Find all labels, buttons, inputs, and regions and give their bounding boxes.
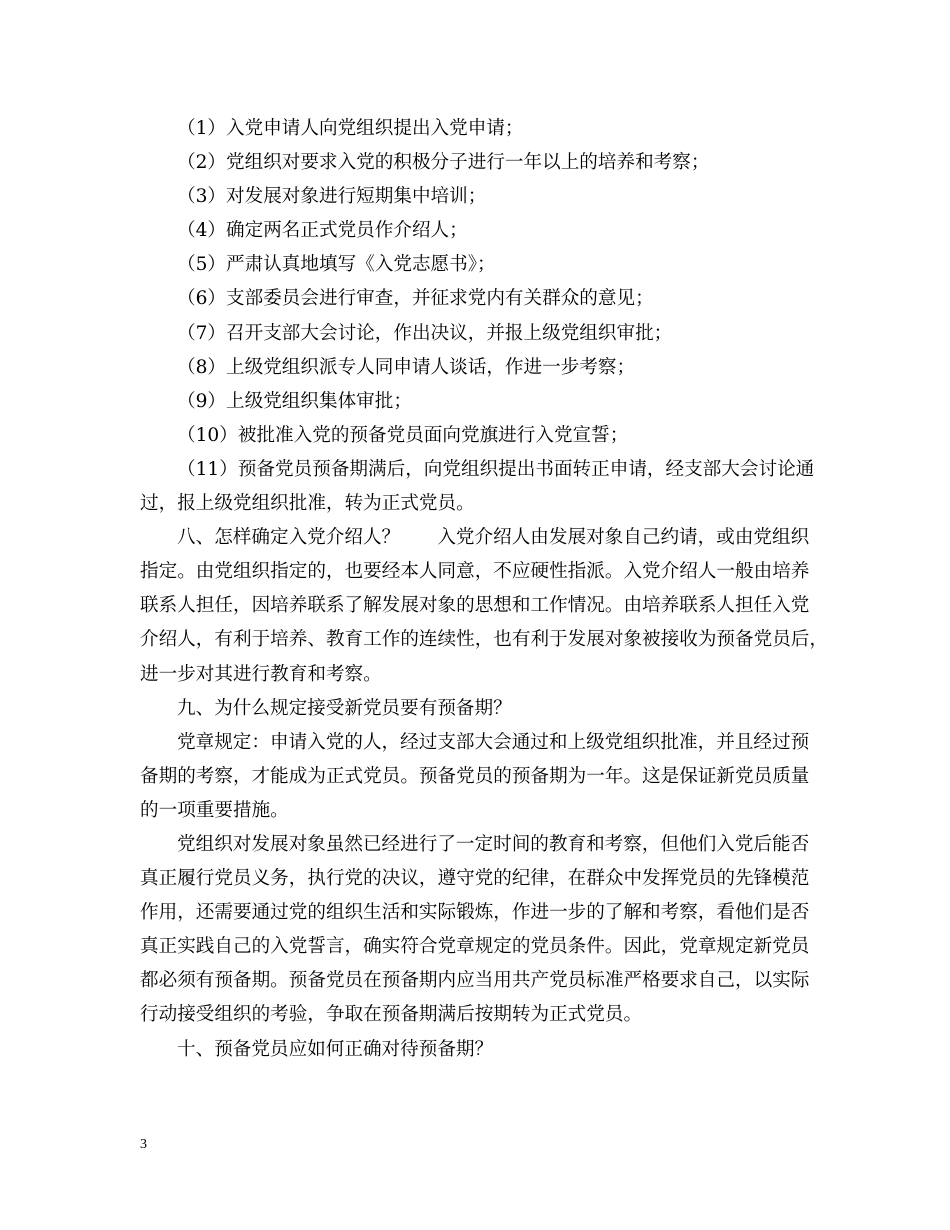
text-line: （11）预备党员预备期满后，向党组织提出书面转正申请，经支部大会讨论通 — [177, 458, 815, 480]
text-line: 九、为什么规定接受新党员要有预备期？ — [177, 697, 512, 719]
text-line: 的一项重要措施。 — [140, 799, 289, 821]
text-line: 党组织对发展对象虽然已经进行了一定时间的教育和考察，但他们入党后能否 — [177, 833, 810, 855]
text-line: 真正实践自己的入党誓言，确实符合党章规定的党员条件。因此，党章规定新党员 — [140, 936, 810, 958]
text-line: 进一步对其进行教育和考察。 — [140, 663, 382, 685]
text-line: （2）党组织对要求入党的积极分子进行一年以上的培养和考察； — [177, 152, 710, 174]
text-line: 行动接受组织的考验，争取在预备期满后按期转为正式党员。 — [140, 1004, 643, 1026]
text-line: 联系人担任，因培养联系了解发展对象的思想和工作情况。由培养联系人担任入党 — [140, 595, 810, 617]
text-line: 过，报上级党组织批准，转为正式党员。 — [140, 493, 475, 515]
text-line: （7）召开支部大会讨论，作出决议，并报上级党组织审批； — [177, 322, 673, 344]
document-body — [140, 112, 830, 1067]
text-line: （1）入党申请人向党组织提出入党申请； — [177, 118, 524, 139]
text-line: （8）上级党组织派专人同申请人谈话，作进一步考察； — [177, 356, 636, 378]
text-line: （9）上级党组织集体审批； — [177, 390, 412, 412]
text-line: （3）对发展对象进行短期集中培训； — [177, 186, 487, 208]
text-line: （10）被批准入党的预备党员面向党旗进行入党宣誓； — [177, 424, 629, 446]
text-line: 真正履行党员义务，执行党的决议，遵守党的纪律，在群众中发挥党员的先锋模范 — [140, 868, 810, 890]
text-line: 都必须有预备期。预备党员在预备期内应当用共产党员标准严格要求自己，以实际 — [140, 970, 810, 992]
text-line: （5）严肃认真地填写《入党志愿书》； — [177, 254, 496, 276]
text-line: （6）支部委员会进行审查，并征求党内有关群众的意见； — [177, 288, 654, 310]
page-number: 3 — [140, 1137, 147, 1152]
text-line: 作用，还需要通过党的组织生活和实际锻炼，作进一步的了解和考察，看他们是否 — [140, 902, 810, 924]
text-line: 八、怎样确定入党介绍人？ 入党介绍人由发展对象自己约请，或由党组织 — [177, 527, 810, 549]
text-line: 十、预备党员应如何正确对待预备期？ — [177, 1038, 494, 1060]
text-line: 党章规定：申请入党的人，经过支部大会通过和上级党组织批准，并且经过预 — [177, 731, 810, 753]
text-line: （4）确定两名正式党员作介绍人； — [177, 220, 468, 242]
text-line: 备期的考察，才能成为正式党员。预备党员的预备期为一年。这是保证新党员质量 — [140, 765, 810, 787]
text-line: 介绍人，有利于培养、教育工作的连续性，也有利于发展对象被接收为预备党员后， — [140, 629, 828, 651]
text-line: 指定。由党组织指定的，也要经本人同意，不应硬性指派。入党介绍人一般由培养 — [140, 561, 810, 583]
